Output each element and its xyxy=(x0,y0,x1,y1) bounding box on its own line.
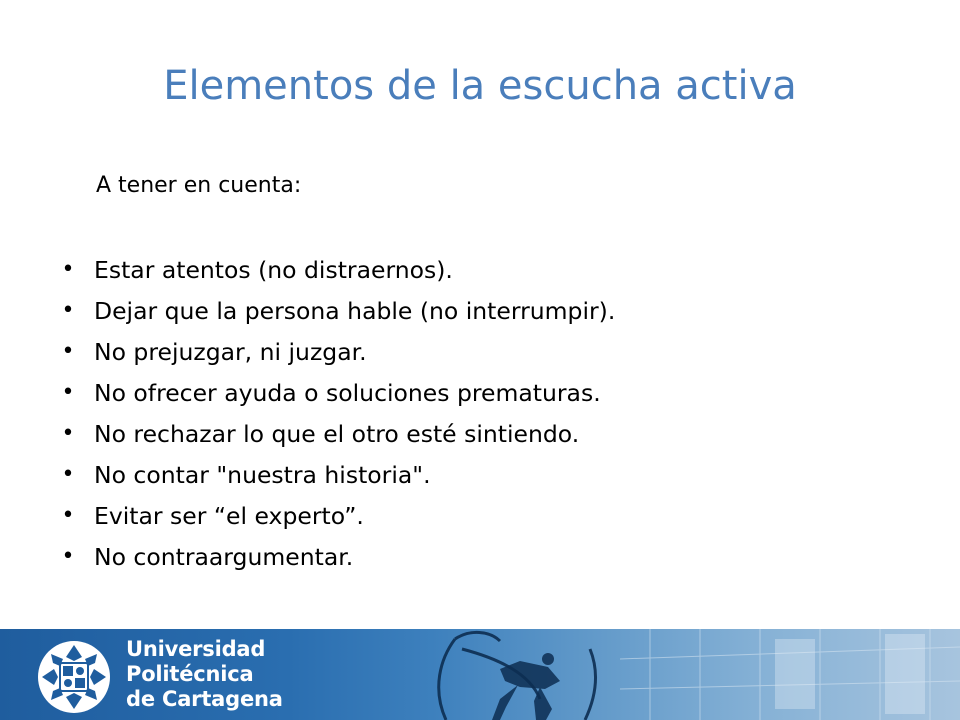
bullet-icon: • xyxy=(61,298,75,323)
university-name xyxy=(126,637,283,712)
bullet-text: No ofrecer ayuda o soluciones prematuras. xyxy=(94,379,601,407)
list-item xyxy=(58,377,918,418)
slide-title: Elementos de la escucha activa xyxy=(163,63,797,109)
list-item xyxy=(58,254,918,295)
bullet-text: No contar "nuestra historia". xyxy=(94,461,431,489)
bullet-text: Estar atentos (no distraernos). xyxy=(94,256,453,284)
upct-logo-icon xyxy=(36,639,112,715)
bullet-icon: • xyxy=(61,257,75,282)
bullet-icon: • xyxy=(61,380,75,405)
list-item xyxy=(58,336,918,377)
bullet-icon: • xyxy=(61,503,75,528)
bullet-text: Dejar que la persona hable (no interrumpir). xyxy=(94,297,616,325)
list-item xyxy=(58,418,918,459)
bullet-icon: • xyxy=(61,462,75,487)
university-name-line: Politécnica xyxy=(126,662,254,686)
university-name-line: Universidad xyxy=(126,637,266,661)
list-item xyxy=(58,295,918,336)
bullet-text: No prejuzgar, ni juzgar. xyxy=(94,338,367,366)
university-name-line: de Cartagena xyxy=(126,687,283,711)
bullet-text: No contraargumentar. xyxy=(94,543,354,571)
bullet-text: No rechazar lo que el otro esté sintiendo. xyxy=(94,420,580,448)
intro-text: A tener en cuenta: xyxy=(96,173,302,198)
university-footer-banner xyxy=(0,629,960,720)
bullet-icon: • xyxy=(61,339,75,364)
list-item xyxy=(58,500,918,541)
list-item xyxy=(58,541,918,582)
bullet-icon: • xyxy=(61,544,75,569)
bullet-icon: • xyxy=(61,421,75,446)
list-item xyxy=(58,459,918,500)
bullet-text: Evitar ser “el experto”. xyxy=(94,502,364,530)
bullet-list xyxy=(58,254,918,582)
